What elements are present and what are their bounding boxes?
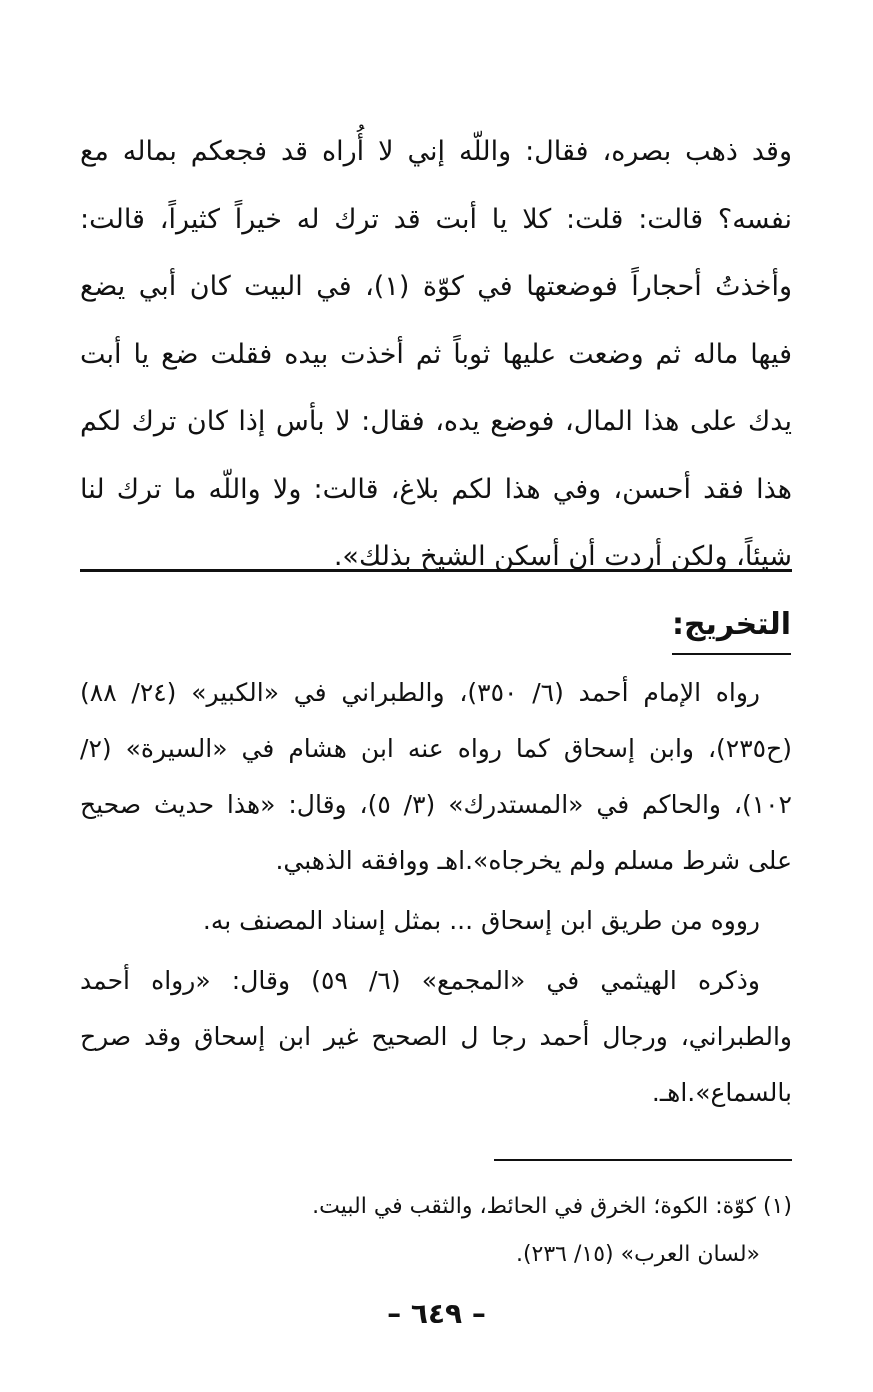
footnote-1: (١) كوّة: الكوة؛ الخرق في الحائط، والثقب في البيت.	[312, 1194, 792, 1219]
takhrij-paragraph-1: رواه الإمام أحمد (٦/ ٣٥٠)، والطبراني في «الكبير» (٢٤/ ٨٨) (ح٢٣٥)، وابن إسحاق كما رواه عنه ابن هشام في «السيرة» (٢/ ١٠٢)، والحاكم في «المستدرك» (٣/ ٥)، وقال: «هذا حديث صحيح على شرط مسلم ولم يخرجاه».اهـ ووافقه الذهبي.	[80, 678, 792, 875]
main-text-block	[80, 118, 792, 591]
main-paragraph: وقد ذهب بصره، فقال: واللّه إني لا أُراه قد فجعكم بماله مع نفسه؟ قالت: قلت: كلا يا أبت قد ترك له خيراً كثيراً، قالت: وأخذتُ أحجاراً فوضعتها في كوّة (١)، في البيت كان أبي يضع فيها ماله ثم وضعت عليها ثوباً ثم أخذت بيده فقلت ضع يا أبت يدك على هذا المال، فوضع يده، فقال: لا بأس إذا كان ترك لكم هذا فقد أحسن، وفي هذا لكم بلاغ، قالت: ولا واللّه ما ترك لنا شيئاً، ولكن أردت أن أسكن الشيخ بذلك».	[80, 136, 792, 572]
footnotes-section	[80, 1183, 792, 1279]
footnote-1-source: «لسان العرب» (١٥/ ٢٣٦).	[515, 1242, 760, 1267]
takhrij-paragraph-2: رووه من طريق ابن إسحاق ... بمثل إسناد المصنف به.	[202, 906, 760, 935]
takhrij-heading: التخريج:	[672, 597, 791, 655]
page-number: – ٦٤٩ –	[387, 1297, 486, 1330]
takhrij-paragraph-3: وذكره الهيثمي في «المجمع» (٦/ ٥٩) وقال: «رواه أحمد والطبراني، ورجال أحمد رجا ل الصحيح غير ابن إسحاق وقد صرح بالسماع».اهـ.	[80, 966, 792, 1107]
takhrij-section	[80, 665, 792, 1125]
section-divider	[80, 569, 792, 572]
footnote-separator	[494, 1159, 792, 1161]
